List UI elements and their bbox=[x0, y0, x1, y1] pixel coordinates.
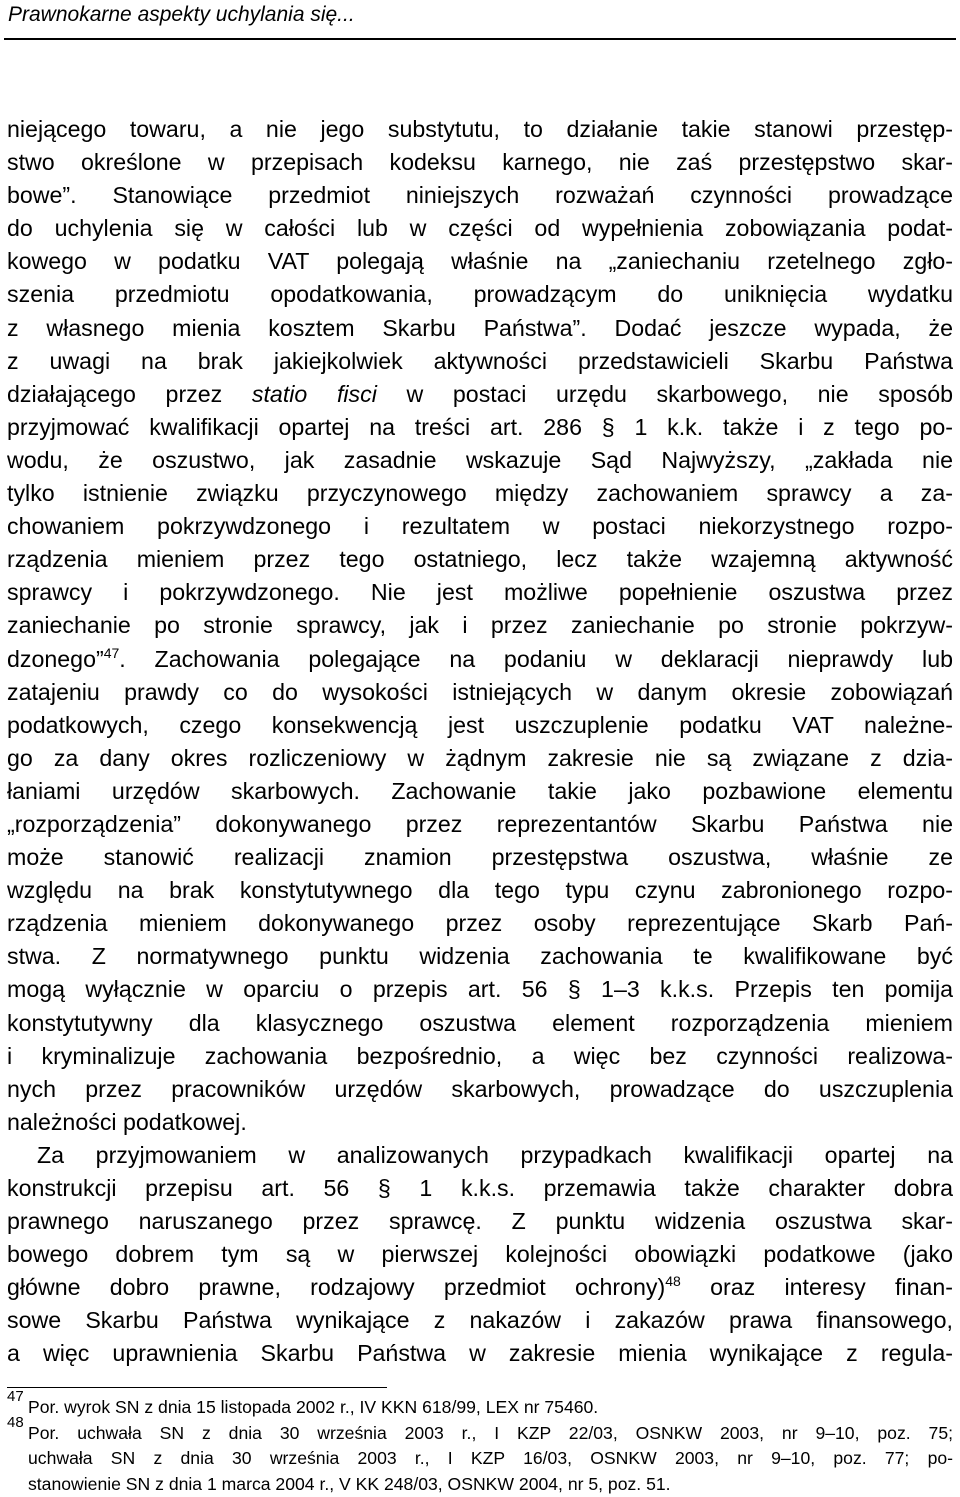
footnote-line: stanowienie SN z dnia 1 marca 2004 r., V KK 248/03, OSNKW 2004, nr 5, poz. 51. bbox=[28, 1472, 953, 1497]
text-line: sprawcy i pokrzywdzonego. Nie jest możliwe popełnienie oszustwa przez bbox=[7, 576, 953, 609]
text-line: podatkowych, czego konsekwencją jest uszczuplenie podatku VAT należne- bbox=[7, 709, 953, 742]
footnote-line: Por. wyrok SN z dnia 15 listopada 2002 r., IV KKN 618/99, LEX nr 75460. bbox=[28, 1395, 953, 1421]
text-line: szenia przedmiotu opodatkowania, prowadzącym do uniknięcia wydatku bbox=[7, 278, 953, 311]
latin-phrase: statio fisci bbox=[252, 381, 377, 407]
text-line: bowego dobrem tym są w pierwszej kolejności obowiązki podatkowe (jako bbox=[7, 1238, 953, 1271]
text-line: niejącego towaru, a nie jego substytutu, to działanie takie stanowi przestęp- bbox=[7, 113, 953, 146]
footnote-number: 47 bbox=[7, 1389, 24, 1404]
text-line: nych przez pracowników urzędów skarbowych, prowadzące do uszczuplenia bbox=[7, 1073, 953, 1106]
footnote-line: Por. uchwała SN z dnia 30 września 2003 r., I KZP 22/03, OSNKW 2003, nr 9–10, poz. 75; bbox=[28, 1421, 953, 1447]
footnote-47 bbox=[7, 1395, 953, 1421]
text-line: stwo określone w przepisach kodeksu karnego, nie zaś przestępstwo skar- bbox=[7, 146, 953, 179]
text-line: do uchylenia się w całości lub w części od wypełnienia zobowiązania podat- bbox=[7, 212, 953, 245]
text-line: prawnego naruszanego przez sprawcę. Z punktu widzenia oszustwa skar- bbox=[7, 1205, 953, 1238]
footnote-ref-48: 48 bbox=[665, 1273, 681, 1289]
text-segment: . Zachowania polegające na podaniu w deklaracji nieprawdy lub bbox=[119, 646, 953, 672]
text-line: Za przyjmowaniem w analizowanych przypadkach kwalifikacji opartej na bbox=[7, 1139, 953, 1172]
text-line: względu na brak konstytutywnego dla tego typu czynu zabronionego rozpo- bbox=[7, 874, 953, 907]
text-line: go za dany okres rozliczeniowy w żądnym zakresie nie są związane z dzia- bbox=[7, 742, 953, 775]
text-line: mogą wyłącznie w oparciu o przepis art. 56 § 1–3 k.k.s. Przepis ten pomija bbox=[7, 973, 953, 1006]
text-line bbox=[7, 1271, 953, 1304]
text-line: należności podatkowej. bbox=[7, 1106, 953, 1139]
text-line: stwa. Z normatywnego punktu widzenia zachowania te kwalifikowane być bbox=[7, 940, 953, 973]
text-line: łaniami urzędów skarbowych. Zachowanie takie jako pozbawione elementu bbox=[7, 775, 953, 808]
text-line: kowego w podatku VAT polegają właśnie na „zaniechaniu rzetelnego zgło- bbox=[7, 245, 953, 278]
text-line: bowe”. Stanowiące przedmiot niniejszych rozważań czynności prowadzące bbox=[7, 179, 953, 212]
text-line: z uwagi na brak jakiejkolwiek aktywności przedstawicieli Skarbu Państwa bbox=[7, 345, 953, 378]
text-line: i kryminalizuje zachowania bezpośrednio, a więc bez czynności realizowa- bbox=[7, 1040, 953, 1073]
footnote-separator bbox=[7, 1387, 387, 1388]
text-line: „rozporządzenia” dokonywanego przez reprezentantów Skarbu Państwa nie bbox=[7, 808, 953, 841]
text-segment: dzonego” bbox=[7, 646, 104, 672]
text-line: a więc uprawnienia Skarbu Państwa w zakresie mienia wynikające z regula- bbox=[7, 1337, 953, 1370]
main-text bbox=[7, 113, 953, 1371]
text-line: chowaniem pokrzywdzonego i rezultatem w postaci niekorzystnego rozpo- bbox=[7, 510, 953, 543]
text-line: może stanowić realizacji znamion przestępstwa oszustwa, właśnie ze bbox=[7, 841, 953, 874]
text-line bbox=[7, 643, 953, 676]
text-line: przyjmować kwalifikacji opartej na treści art. 286 § 1 k.k. także i z tego po- bbox=[7, 411, 953, 444]
footnote-ref-47: 47 bbox=[104, 645, 120, 661]
text-line: wodu, że oszustwo, jak zasadnie wskazuje Sąd Najwyższy, „zakłada nie bbox=[7, 444, 953, 477]
footnote-line: uchwała SN z dnia 30 września 2003 r., I KZP 16/03, OSNKW 2003, nr 9–10, poz. 77; po- bbox=[28, 1446, 953, 1472]
text-line: działającego przez statio fisci w postaci urzędu skarbowego, nie sposób bbox=[7, 378, 953, 411]
text-line: konstrukcji przepisu art. 56 § 1 k.k.s. przemawia także charakter dobra bbox=[7, 1172, 953, 1205]
footnote-number: 48 bbox=[7, 1415, 24, 1430]
text-line: tylko istnienie związku przyczynowego między zachowaniem sprawcy a za- bbox=[7, 477, 953, 510]
text-line: zatajeniu prawdy co do wysokości istniejących w danym okresie zobowiązań bbox=[7, 676, 953, 709]
text-line: konstytutywny dla klasycznego oszustwa element rozporządzenia mieniem bbox=[7, 1007, 953, 1040]
running-header-title: Prawnokarne aspekty uchylania się... bbox=[8, 0, 355, 30]
text-line: z własnego mienia kosztem Skarbu Państwa”. Dodać jeszcze wypada, że bbox=[7, 312, 953, 345]
text-line: zaniechanie po stronie sprawcy, jak i przez zaniechanie po stronie pokrzyw- bbox=[7, 609, 953, 642]
text-line: rządzenia mieniem przez tego ostatniego, lecz także wzajemną aktywność bbox=[7, 543, 953, 576]
running-header bbox=[4, 0, 956, 40]
text-segment: główne dobro prawne, rodzajowy przedmiot ochrony) bbox=[7, 1274, 665, 1300]
footnotes bbox=[7, 1395, 953, 1497]
text-segment: oraz interesy finan- bbox=[681, 1274, 953, 1300]
text-line: rządzenia mieniem dokonywanego przez osoby reprezentujące Skarb Pań- bbox=[7, 907, 953, 940]
text-line: sowe Skarbu Państwa wynikające z nakazów i zakazów prawa finansowego, bbox=[7, 1304, 953, 1337]
